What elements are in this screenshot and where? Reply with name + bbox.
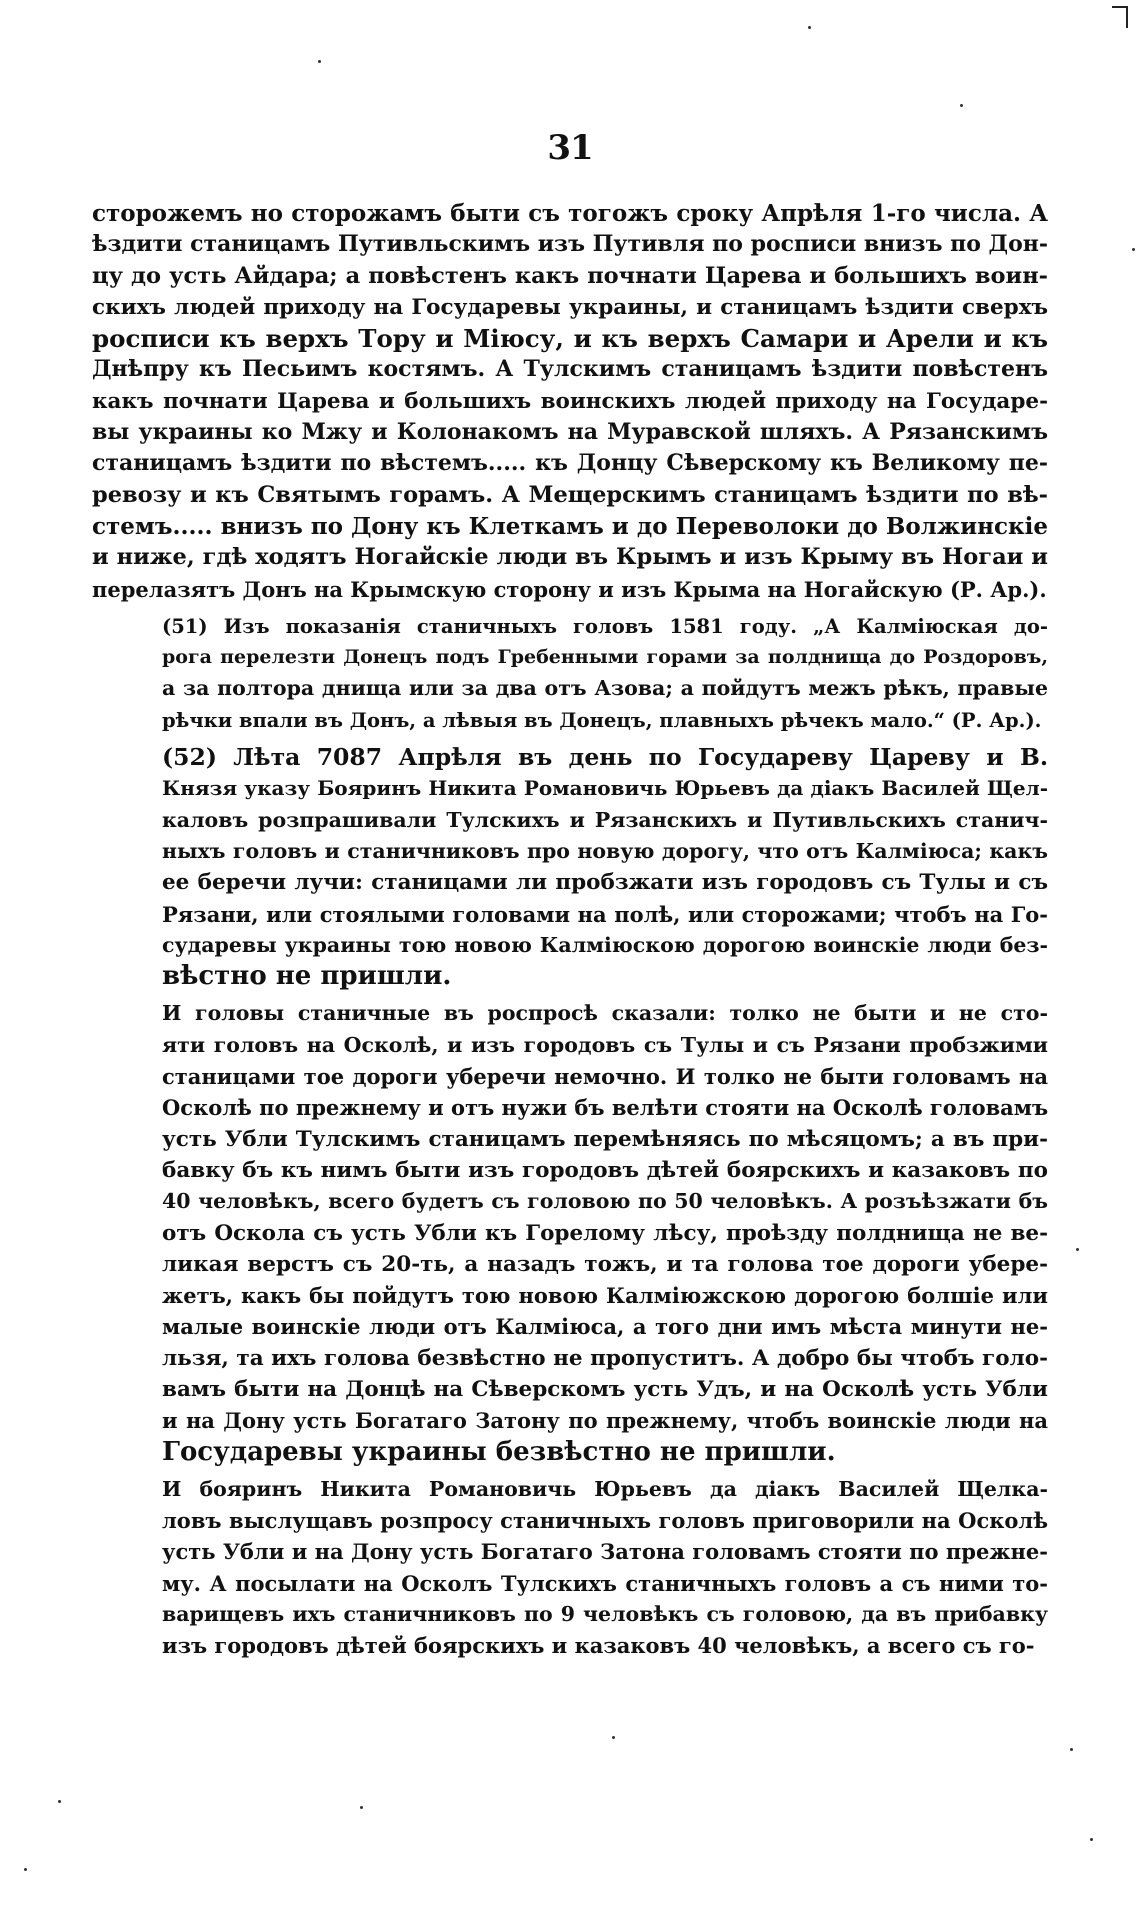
text-line: ловъ выслущавъ розпросу станичныхъ головъ приговорили на Осколѣ (162, 1508, 1048, 1534)
text-line: Днѣпру къ Песьимъ костямъ. А Тулскимъ станицамъ ѣздити повѣстенъ (92, 356, 1048, 383)
text-line: и на Дону усть Богатаго Затону по прежнему, чтобъ воинскіе люди на (162, 1408, 1048, 1434)
text-line: жетъ, какъ бы пойдутъ тою новою Калміюжскою дорогою болшіе или (162, 1283, 1048, 1309)
text-line: отъ Оскола съ усть Убли къ Горелому лѣсу, проѣзду полднища не ве- (162, 1220, 1048, 1246)
text-line: ревозу и къ Святымъ горамъ. А Мещерскимъ станицамъ ѣздити по вѣ- (92, 481, 1048, 508)
text-line: ликая верстъ съ 20-ть, а назадъ тожъ, и та голова тое дороги убере- (162, 1251, 1048, 1277)
text-line: Осколѣ по прежнему и отъ нужи бъ велѣти стояти на Осколѣ головамъ (162, 1095, 1049, 1121)
paragraph-5 (92, 1474, 1048, 1662)
text-line: вѣстно не пришли. (162, 961, 452, 992)
text-line: рога перелезти Донецъ подъ Гребенными горами за полднища до Роздоровъ, (162, 646, 1048, 669)
text-line: ѣздити станицамъ Путивльскимъ изъ Путивля по росписи внизъ по Дон- (92, 231, 1049, 258)
text-line: бавку бъ къ нимъ быти изъ городовъ дѣтей боярскихъ и казаковъ по (162, 1157, 1048, 1183)
text-line: рѣчки впали въ Донъ, а лѣвыя въ Донецъ, плавныхъ рѣчекъ мало.“ (Р. Ар.). (162, 708, 1042, 732)
text-line: станицамъ ѣздити по вѣстемъ..... къ Донцу Сѣверскому къ Великому пе- (92, 450, 1048, 477)
scan-speck (808, 26, 811, 29)
text-line: цу до усть Айдара; а повѣстенъ какъ почнати Царева и большихъ воин- (92, 262, 1048, 289)
text-line: варищевъ ихъ станичниковъ по 9 человѣкъ съ головою, да въ прибавку (162, 1602, 1048, 1627)
text-line: усть Убли Тулскимъ станицамъ перемѣняясь по мѣсяцомъ; а въ при- (162, 1126, 1048, 1152)
text-line: Государевы украины безвѣстно не пришли. (162, 1436, 836, 1467)
text-line: каловъ розпрашивали Тулскихъ и Рязанскихъ и Путивльскихъ станич- (162, 807, 1048, 832)
text-line: (51) Изъ показанія станичныхъ головъ 1581 году. „А Калміюская до- (162, 614, 1048, 638)
scan-speck (318, 60, 321, 63)
text-line: вы украины ко Мжу и Колонакомъ на Муравской шляхъ. А Рязанскимъ (92, 419, 1048, 446)
text-line: сударевы украины тою новою Калміюскою дорогою воинскіе люди без- (162, 932, 1048, 957)
scan-speck (612, 1736, 615, 1739)
paragraph-2-note-51 (92, 611, 1048, 736)
text-line: и ниже, гдѣ ходятъ Ногайскіе люди въ Крымъ и изъ Крыму въ Ногаи и (92, 544, 1048, 571)
scan-speck (24, 1868, 27, 1871)
text-line: И бояринъ Никита Романовичь Юрьевъ да діакъ Василей Щелка- (162, 1476, 1048, 1501)
text-line: какъ почнати Царева и большихъ воинскихъ людей приходу на Государе- (92, 388, 1048, 414)
text-line: ее беречи лучи: станицами ли пробзжати изъ городовъ съ Тулы и съ (162, 870, 1048, 896)
text-line: а за полтора днища или за два отъ Азова; а пойдутъ межъ рѣкъ, правые (162, 676, 1048, 701)
scan-speck (1070, 1748, 1073, 1751)
text-line: перелазятъ Донъ на Крымскую сторону и изъ Крыма на Ногайскую (Р. Ар.). (92, 576, 1047, 602)
scan-speck (1076, 1248, 1079, 1251)
text-line: (52) Лѣта 7087 Апрѣля въ день по Государеву Цареву и В. (162, 743, 1048, 772)
text-line: му. А посылати на Осколъ Тулскихъ станичныхъ головъ а съ ними то- (162, 1570, 1048, 1596)
page-number: 31 (547, 128, 593, 168)
text-line: яти головъ на Осколѣ, и изъ городовъ съ Тулы и съ Рязани пробзжими (162, 1032, 1048, 1057)
text-line: льзя, та ихъ голова безвѣстно не пропуститъ. А добро бы чтобъ голо- (162, 1345, 1048, 1371)
paragraph-3-note-52 (92, 742, 1048, 992)
text-line: Рязани, или стоялыми головами на полѣ, или сторожами; чтобъ на Го- (162, 901, 1048, 927)
scan-speck (58, 1800, 61, 1803)
text-line: малые воинскіе люди отъ Калміюса, а того дни имъ мѣста минути не- (162, 1314, 1048, 1340)
text-line: Князя указу Бояринъ Никита Романовичь Юрьевъ да діакъ Василей Щел- (162, 776, 1048, 801)
text-line: 40 человѣкъ, всего будетъ съ головою по 50 человѣкъ. А розъѣзжати бъ (162, 1189, 1048, 1214)
scan-speck (1132, 248, 1135, 251)
body-text (92, 198, 1048, 1662)
paragraph-4 (92, 998, 1048, 1467)
text-line: росписи къ верхъ Тору и Міюсу, и къ верхъ Самари и Арели и къ (92, 324, 1048, 354)
text-line: ныхъ головъ и станичниковъ про новую дорогу, что отъ Калміюса; какъ (162, 838, 1048, 863)
text-line: стемъ..... внизъ по Дону къ Клеткамъ и до Переволоки до Волжинскіе (92, 512, 1048, 540)
text-line: И головы станичные въ роспросѣ сказали: толко не быти и не сто- (162, 1001, 1048, 1026)
scan-speck (960, 104, 963, 107)
text-line: сторожемъ но сторожамъ быти съ тогожъ сроку Апрѣля 1-го числа. А (92, 200, 1048, 227)
text-line: скихъ людей приходу на Государевы украины, и станицамъ ѣздити сверхъ (92, 294, 1048, 320)
text-line: изъ городовъ дѣтей боярскихъ и казаковъ 40 человѣкъ, а всего съ го- (162, 1633, 1035, 1659)
corner-crop-mark (1112, 6, 1128, 28)
text-line: усть Убли и на Дону усть Богатаго Затона головамъ стояти по прежне- (162, 1539, 1048, 1565)
scan-speck (360, 1806, 363, 1809)
text-line: станицами тое дороги уберечи немочно. И толко не быти головамъ на (162, 1064, 1048, 1090)
text-line: вамъ быти на Донцѣ на Сѣверскомъ усть Удъ, и на Осколѣ усть Убли (162, 1376, 1048, 1402)
paragraph-1 (92, 198, 1048, 605)
scan-speck (1090, 1838, 1093, 1841)
